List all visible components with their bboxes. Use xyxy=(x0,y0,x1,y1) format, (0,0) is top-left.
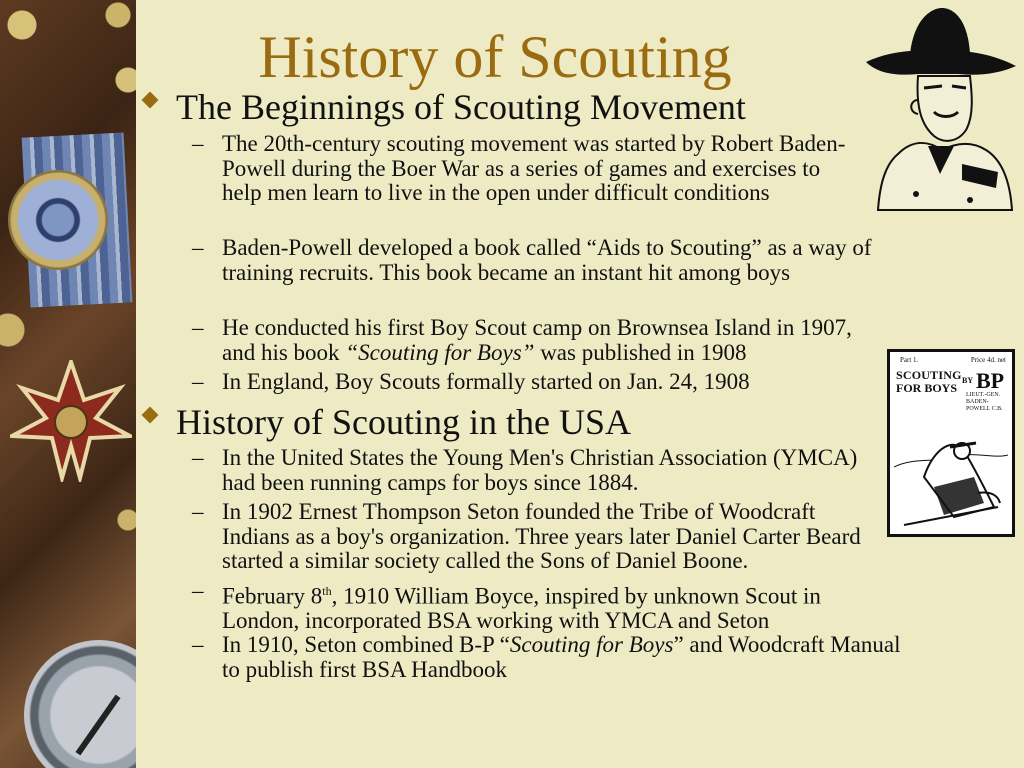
text-run: In 1910, Seton combined B-P “ xyxy=(222,632,510,657)
list-item xyxy=(222,316,882,365)
section-heading: The Beginnings of Scouting Movement xyxy=(176,87,746,127)
list-item xyxy=(222,579,897,634)
book-title-line2: FOR BOYS xyxy=(896,381,958,395)
diamond-bullet-icon xyxy=(142,407,159,424)
slide-title: History of Scouting xyxy=(258,24,732,90)
text-run: He conducted his first Boy Scout camp on Brownsea Island in 1907, and his book xyxy=(222,315,852,365)
superscript: th xyxy=(322,584,332,598)
dash-bullet-icon: – xyxy=(192,499,204,524)
diamond-bullet-icon xyxy=(142,92,159,109)
dash-bullet-icon: – xyxy=(192,315,204,340)
book-title-line1: SCOUTING xyxy=(896,368,962,382)
text-run: was published in 1908 xyxy=(534,339,747,365)
cross-medal-icon xyxy=(10,360,132,482)
medal-rosette-image xyxy=(8,170,108,270)
dash-bullet-icon: – xyxy=(192,632,204,657)
text-run: , 1910 William Boyce, inspired by unknown Scout in London, incorporated BSA working with YMCA and Seton xyxy=(222,583,821,634)
list-item: Baden-Powell developed a book called “Aids to Scouting” as a way of training recruits. This book became an instant hit among boys xyxy=(222,235,872,285)
book-author-line1: LIEUT.-GEN. xyxy=(966,392,1001,398)
text-run: ” and Woodcraft Manual to publish first BSA Handbook xyxy=(222,632,901,682)
scouting-for-boys-book-cover xyxy=(887,349,1015,537)
book-title-italic: Scouting for Boys xyxy=(509,632,674,657)
baden-powell-portrait-image xyxy=(858,4,1018,212)
list-item: In England, Boy Scouts formally started on Jan. 24, 1908 xyxy=(222,369,750,394)
dash-bullet-icon: – xyxy=(192,578,204,603)
book-price-label: Price 4d. net xyxy=(970,356,1006,364)
book-part-label: Part 1. xyxy=(900,356,919,364)
book-author-line2: BADEN-POWELL C.B. xyxy=(966,399,1003,412)
list-item: In the United States the Young Men's Christian Association (YMCA) had been running camps for boys since 1884. xyxy=(222,445,858,495)
list-item: In 1902 Ernest Thompson Seton founded the Tribe of Woodcraft Indians as a boy's organization. Three years later Daniel Carter Beard started a similar society called the Sons of Daniel Boone. xyxy=(222,499,861,573)
text-run: February 8 xyxy=(222,583,323,609)
decorative-photo-strip xyxy=(0,0,136,768)
list-item: The 20th-century scouting movement was started by Robert Baden-Powell during the Boer War as a series of games and exercises to help men learn to live in the open under difficult conditions xyxy=(222,131,846,205)
book-by-label: BY xyxy=(962,376,974,385)
dash-bullet-icon: – xyxy=(192,131,204,156)
dash-bullet-icon: – xyxy=(192,235,204,260)
dash-bullet-icon: – xyxy=(192,445,204,470)
scout-illustration-image xyxy=(894,407,1008,531)
dash-bullet-icon: – xyxy=(192,369,204,394)
book-initials: BP xyxy=(976,368,1005,393)
list-item xyxy=(222,633,902,682)
book-title-italic: “Scouting for Boys” xyxy=(345,339,535,365)
section-heading: History of Scouting in the USA xyxy=(176,402,631,442)
